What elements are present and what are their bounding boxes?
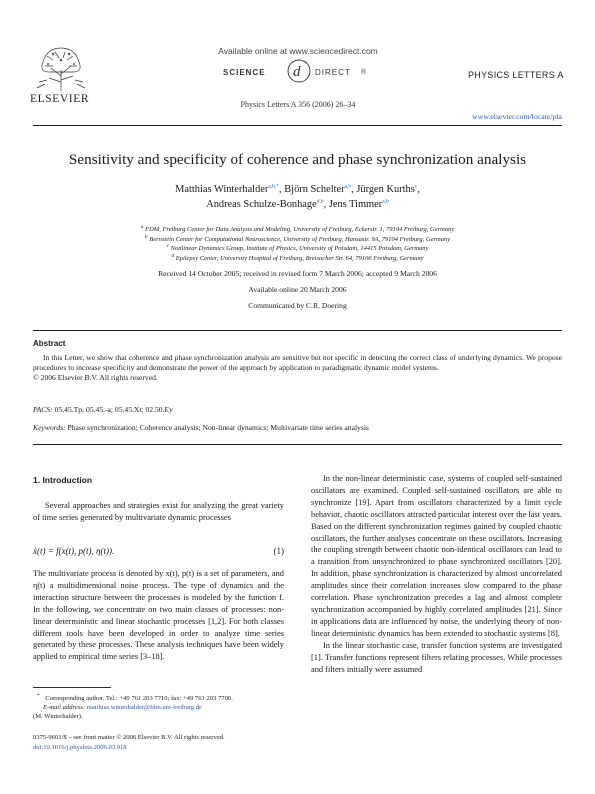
- author-affiliation-marker[interactable]: a,b: [382, 198, 389, 205]
- author-affiliation-marker[interactable]: c: [414, 183, 418, 190]
- email-label: E-mail address:: [43, 704, 86, 711]
- keywords-label: Keywords:: [33, 423, 66, 432]
- keywords-list: Phase synchronization; Coherence analysis; Non-linear dynamics; Multivariate time series analysis: [67, 423, 369, 432]
- abstract-paragraph: In this Letter, we show that coherence and phase synchronization analysis are sensitive but not specific in detecting the correct class of underlying dynamics. We propose procedures to increase specificity and demonstrate the power of the approach by application to paradigmatic dynamic model systems.: [33, 353, 562, 372]
- author-name: Andreas Schulze-Bonhage: [206, 199, 317, 210]
- footnote-name: (M. Winterhalder).: [33, 713, 83, 720]
- elsevier-tree-icon: [33, 42, 89, 92]
- left-paragraph-1: [33, 500, 284, 524]
- svg-text:DIRECT: DIRECT: [315, 68, 351, 77]
- equation-number: (1): [273, 546, 284, 556]
- footnote-contact: Corresponding author. Tel.: +49 761 203 7710; fax: +49 761 203 7700.: [45, 695, 233, 702]
- pacs-codes: 05.45.Tp; 05.45.-a; 05.45.Xt; 02.50.Ey: [54, 405, 173, 414]
- affiliation-text: FDM, Freiburg Center for Data Analysis and Modeling, University of Freiburg, Eckerstr. 1, 79104 Freiburg, Germany: [145, 226, 455, 233]
- paragraph-text: The multivariate process is denoted by x(t), p(t) is a set of parameters, and η(t) a multidimensional noise process. The type of dynamics and the interaction structure between the processes is modeled by the function f. In the following, we concentrate on two main classes of processes: non-linear deterministic and linear stochastic processes [1,2]. For both classes different tools have been developed in order to analyze time series generated by these processes. These analysis techniques have been widely applied to empirical time series [3–18].: [33, 569, 284, 662]
- received-dates: Received 14 October 2005; received in revised form 7 March 2006; accepted 9 March 2006: [158, 269, 437, 278]
- author-affiliation-marker[interactable]: d,b: [316, 198, 324, 205]
- paper-title: Sensitivity and specificity of coherence and phase synchronization analysis: [68, 151, 527, 168]
- online-date: Available online 20 March 2006: [248, 285, 347, 294]
- author-affiliation-marker[interactable]: a,b: [344, 183, 352, 190]
- svg-text:SCIENCE: SCIENCE: [223, 68, 266, 77]
- svg-text:d: d: [293, 64, 301, 80]
- affiliation-text: Bernstein Center for Computational Neuroscience, University of Freiburg, Hansastr. 9A, 79104 Freiburg, Germany: [149, 235, 451, 243]
- abstract-bottom-rule: [33, 444, 562, 445]
- affiliation-marker: b: [144, 233, 148, 240]
- footnote-corresponding: [33, 694, 284, 703]
- author-name: Björn Schelter: [284, 184, 345, 195]
- abstract-heading: Abstract: [33, 339, 66, 348]
- abstract-copyright: © 2006 Elsevier B.V. All rights reserved.: [33, 373, 158, 382]
- journal-reference: Physics Letters A 356 (2006) 26–34: [240, 100, 356, 109]
- header-rule: [33, 125, 562, 126]
- pacs-label: PACS:: [33, 405, 53, 414]
- affiliation-item: [20, 225, 575, 235]
- author-name: Matthias Winterhalder: [175, 184, 269, 195]
- left-paragraph-2: [33, 568, 284, 663]
- sciencedirect-logo-icon: [215, 58, 385, 84]
- footnote: [33, 694, 284, 721]
- keywords-line: [33, 423, 562, 433]
- paragraph-text: Several approaches and strategies exist for analyzing the great variety of time series generated by multivariate dynamic processes: [33, 501, 284, 522]
- affiliation-marker: a: [140, 223, 144, 230]
- affiliation-text: Epilepsy Center, University Hospital of Freiburg, Breisacher Str. 64, 79106 Freiburg, Germany: [175, 254, 424, 262]
- issn-line: 0375-9601/$ – see front matter © 2006 Elsevier B.V. All rights reserved.: [33, 734, 225, 741]
- paragraph-text: In the linear stochastic case, transfer function systems are investigated [1]. Transfer functions represent filters relating processes. While processes and filters initially were assumed: [311, 640, 562, 674]
- abstract-top-rule: [33, 330, 562, 331]
- right-column: [311, 473, 562, 675]
- affiliation-marker: c: [166, 242, 170, 249]
- author-affiliation-marker[interactable]: a,b,*: [268, 183, 280, 190]
- pacs-line: [33, 405, 562, 415]
- doi-link[interactable]: doi:10.1016/j.physleta.2006.03.018: [33, 744, 127, 751]
- elsevier-logo: [33, 42, 89, 92]
- author-list: Matthias Winterhalder$^{a,b,*}$, Björn Schelter$^{a,b}$, Jürgen Kurths$^c$, Andreas Schulze-Bonhage$^{d,b}$, Jens Timmer$^{a,b}$: [175, 183, 420, 210]
- author-name: Jürgen Kurths: [356, 184, 415, 195]
- available-online: Available online at www.sciencedirect.com: [218, 46, 378, 56]
- equation: ẋ(t) = f(x(t), p(t), η(t)).: [33, 546, 115, 556]
- sciencedirect-logo: [215, 58, 385, 84]
- email-link[interactable]: matthias.winterhalder@fdm.uni-freiburg.de: [86, 704, 202, 711]
- paragraph-text: In the non-linear deterministic case, systems of coupled self-sustained oscillators are examined. Coupled self-sustained oscillators are able to synchronize [19]. Apart from oscillators characterized by a limit cycle behavior, chaotic oscillators attracted particular interest over the last years. Based on the different synchronization regimes gained by coupled chaotic oscillators, the further analyses concentrate on these oscillators. Increasing the coupling strength between chaotic non-identical oscillators can lead to a transition from unsynchronized to phase synchronized oscillators [20]. In addition, phase synchronization is characterized by almost uncorrelated amplitudes since their correlation increases slow compared to the phase correlation. Phase synchronization precedes a lag and almost complete synchronization accompanied by highly correlated amplitudes [21]. Since in applications data are influenced by noise, the underlying theory of non-linear deterministic dynamics has been extended to stochastic systems [8].: [311, 474, 562, 638]
- publisher-name: ELSEVIER: [30, 93, 90, 105]
- communicated-by: Communicated by C.R. Doering: [248, 301, 347, 310]
- footnote-email-line: [33, 703, 284, 712]
- affiliation-item: [20, 244, 575, 254]
- affiliation-item: [20, 254, 575, 264]
- affiliation-list: [20, 225, 575, 263]
- footnote-rule: [33, 687, 111, 688]
- affiliation-text: Nonlinear Dynamics Group, Institute of Physics, University of Potsdam, 14415 Potsdam, Germany: [170, 245, 429, 252]
- section-heading: 1. Introduction: [33, 475, 93, 485]
- author-name: Jens Timmer: [328, 199, 383, 210]
- affiliation-marker: d: [171, 252, 175, 259]
- equation-line: [33, 546, 284, 556]
- journal-url[interactable]: www.elsevier.com/locate/pla: [472, 112, 562, 121]
- svg-text:®: ®: [361, 69, 367, 76]
- journal-name: PHYSICS LETTERS A: [468, 70, 564, 80]
- affiliation-item: [20, 235, 575, 245]
- footnote-star: *: [37, 692, 40, 699]
- abstract-text: [33, 353, 562, 383]
